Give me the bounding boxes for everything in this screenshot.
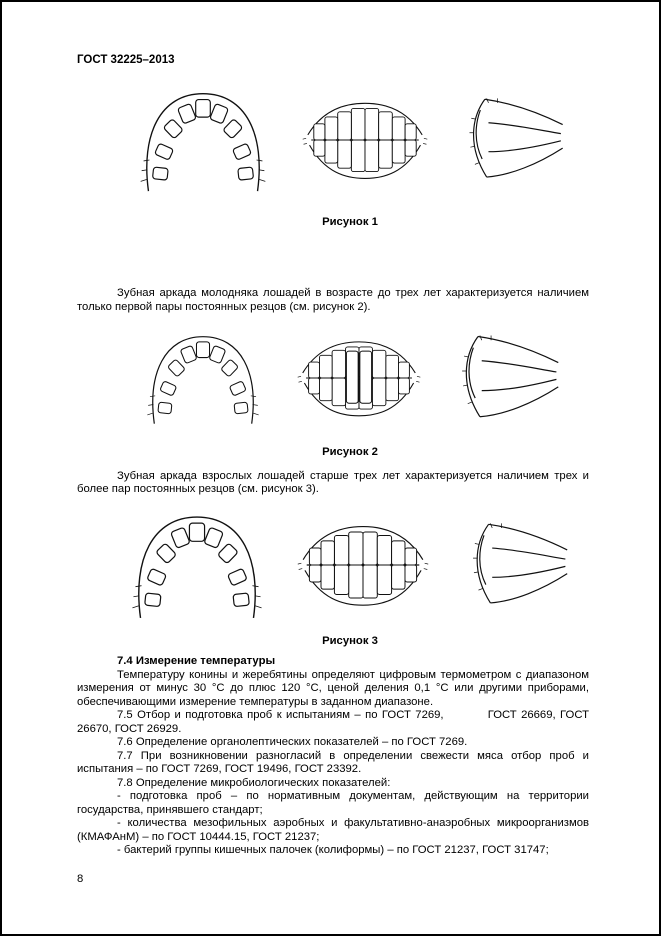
figure-3 — [77, 507, 589, 623]
section-7-8-item-sample-prep: - подготовка проб – по нормативным документам, действующим на территории государства, принявшего стандарт; — [77, 790, 589, 816]
figure-2 — [77, 328, 589, 428]
figure-1 — [77, 84, 589, 196]
figure-1-jaw-side-view-image — [457, 92, 567, 187]
figure-3-jaw-side-view-image — [458, 517, 574, 613]
page-number: 8 — [77, 872, 84, 885]
figure-1-caption: Рисунок 1 — [322, 215, 378, 228]
figure-1-incisors-front-view-image — [301, 97, 429, 183]
figure-3-dental-arcade-view-image — [126, 507, 268, 623]
figure-2-incisors-front-view-image — [296, 332, 422, 424]
section-7-5: 7.5 Отбор и подготовка проб к испытаниям – по ГОСТ 7269, ГОСТ 26669, ГОСТ 26670, ГОСТ 26929. — [77, 709, 589, 735]
figure-2-dental-arcade-view-image — [138, 328, 268, 428]
section-7-6: 7.6 Определение органолептических показателей – по ГОСТ 7269. — [117, 736, 468, 748]
figure-3-caption: Рисунок 3 — [322, 634, 378, 647]
figure-3-incisors-front-view-image — [296, 512, 430, 618]
document-header: ГОСТ 32225–2013 — [77, 54, 175, 66]
figure-1-dental-arcade-view-image — [133, 84, 273, 196]
section-7-8-item-kmafanm: - количества мезофильных аэробных и факультативно-анаэробных микроорганизмов (КМАФАнМ) – по ГОСТ 10444.15, ГОСТ 21237; — [77, 817, 589, 843]
paragraph-young-horses: Зубная аркада молодняка лошадей в возрасте до трех лет характеризуется наличием только первой пары постоянных резцов (см. рисунок 2). — [77, 287, 589, 313]
section-7-4-heading: 7.4 Измерение температуры — [117, 655, 276, 667]
section-7-4-body: Температуру конины и жеребятины определяют цифровым термометром с диапазоном измерения от минус 30 °С до плюс 120 °С, ценой деления 0,1 °С или другими приборами, обеспечивающими измерение температуры в заданном диапазоне. — [77, 668, 589, 708]
section-7-8-item-coliforms: - бактерий группы кишечных палочек (колиформы) – по ГОСТ 21237, ГОСТ 31747; — [117, 844, 549, 856]
paragraph-adult-horses: Зубная аркада взрослых лошадей старше трех лет характеризуется наличием трех и более пар постоянных резцов (см. рисунок 3). — [77, 469, 589, 495]
section-7-7: 7.7 При возникновении разногласий в определении свежести мяса отбор проб и испытания – по ГОСТ 7269, ГОСТ 19496, ГОСТ 23392. — [77, 749, 589, 775]
figure-2-jaw-side-view-image — [450, 329, 562, 427]
figure-2-caption: Рисунок 2 — [322, 446, 378, 458]
section-7-8: 7.8 Определение микробиологических показателей: — [117, 776, 391, 789]
